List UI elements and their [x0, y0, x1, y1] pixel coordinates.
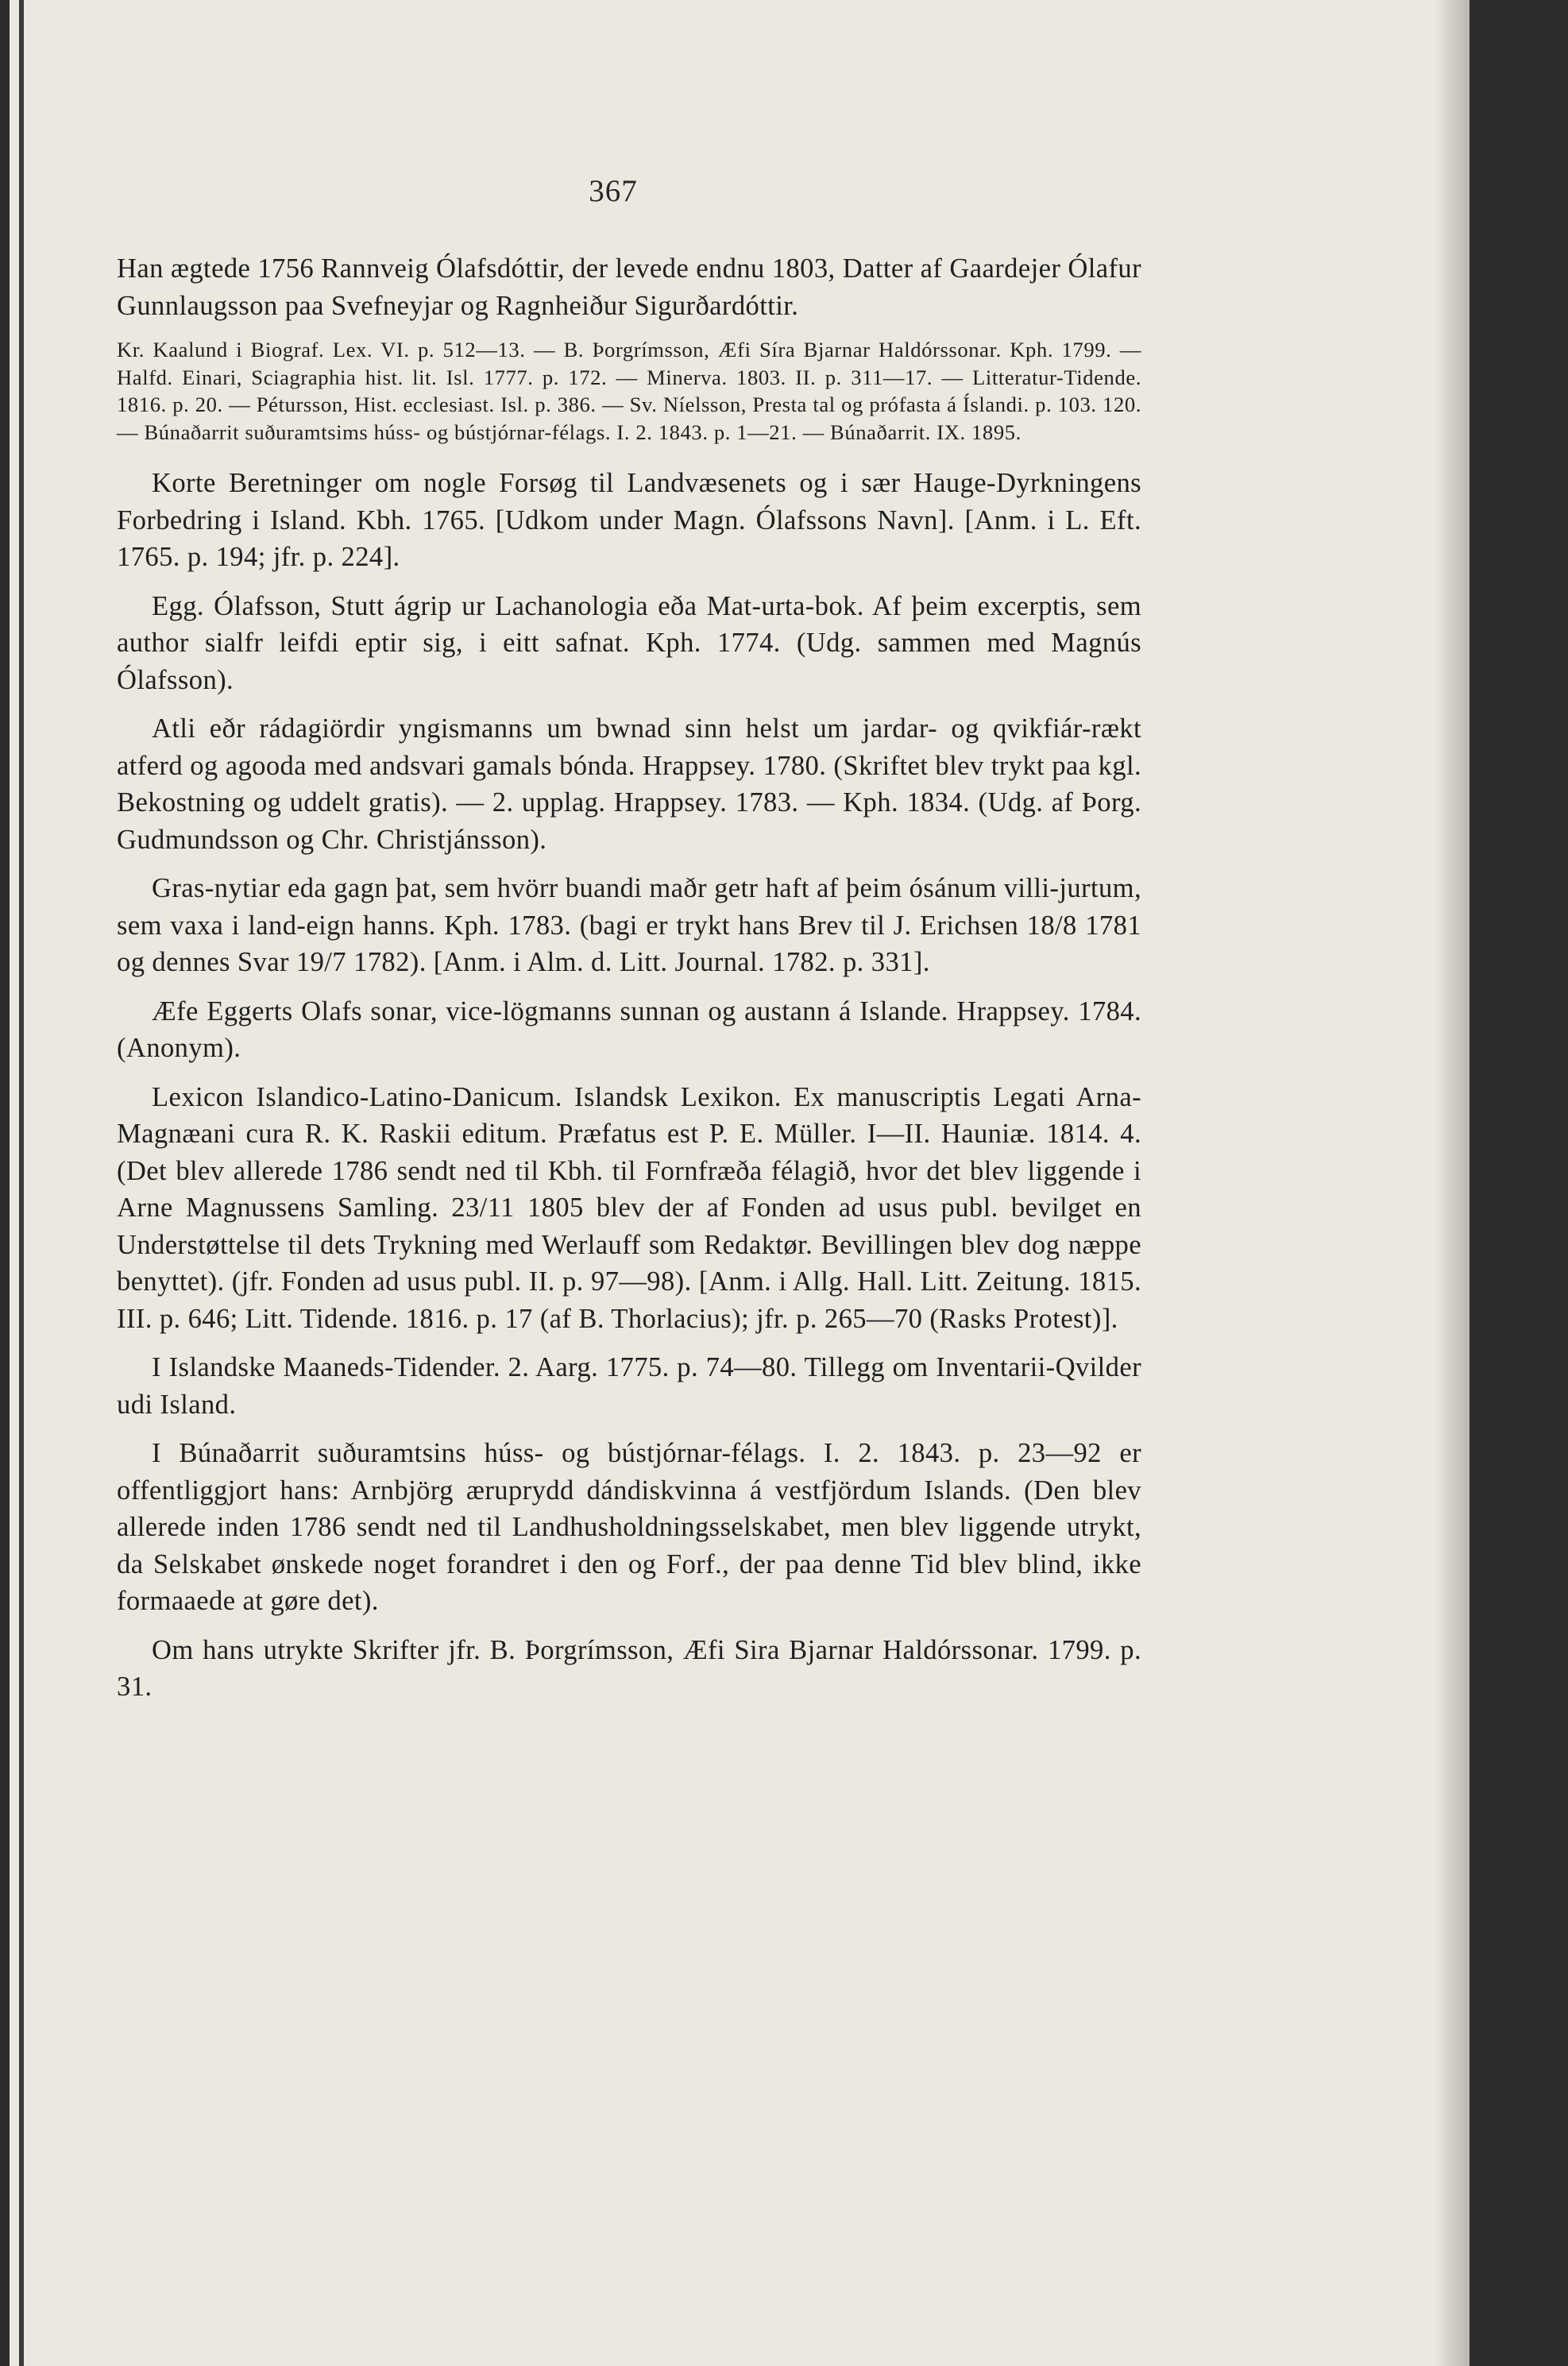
work-entry: Lexicon Islandico-Latino-Danicum. Islandsk Lexikon. Ex manuscriptis Legati Arna-Magnæani cura R. K. Raskii editum. Præfatus est P. E. Müller. I—II. Hauniæ. 1814. 4. (Det blev allerede 1786 sendt ned til Kbh. til Fornfræða félagið, hvor det blev liggende i Arne Magnussens Samling. 23/11 1805 blev der af Fonden ad usus publ. bevilget en Understøttelse til dets Trykning med Werlauff som Redaktør. Bevillingen blev dog næppe benyttet). (jfr. Fonden ad usus publ. II. p. 97—98). [Anm. i Allg. Hall. Litt. Zeitung. 1815. III. p. 646; Litt. Tidende. 1816. p. 17 (af B. Thorlacius); jfr. p. 265—70 (Rasks Protest)].: [117, 1081, 1141, 1334]
page-body: [117, 250, 1141, 1718]
intro-paragraph: Han ægtede 1756 Rannveig Ólafsdóttir, der levede endnu 1803, Datter af Gaardejer Ólafur Gunnlaugsson paa Svefneyjar og Ragnheiður Sigurðardóttir.: [117, 253, 1141, 321]
page-number: 367: [589, 174, 638, 208]
work-entry: Om hans utrykte Skrifter jfr. B. Þorgrímsson, Æfi Sira Bjarnar Haldórssonar. 1799. p. 31.: [117, 1634, 1141, 1702]
work-entry: Korte Beretninger om nogle Forsøg til Landvæsenets og i sær Hauge-Dyrkningens Forbedring i Island. Kbh. 1765. [Udkom under Magn. Ólafssons Navn]. [Anm. i L. Eft. 1765. p. 194; jfr. p. 224].: [117, 468, 1141, 572]
scan-left-edge: [19, 0, 24, 2366]
work-entry: Gras-nytiar eda gagn þat, sem hvörr buandi maðr getr haft af þeim ósánum villi-jurtum, sem vaxa i land-eign hanns. Kph. 1783. (bagi er trykt hans Brev til J. Erichsen 18/8 1781 og dennes Svar 19/7 1782). [Anm. i Alm. d. Litt. Journal. 1782. p. 331].: [117, 873, 1141, 977]
work-entry: Æfe Eggerts Olafs sonar, vice-lögmanns sunnan og austann á Islande. Hrappsey. 1784. (Anonym).: [117, 995, 1141, 1063]
work-entry: I Islandske Maaneds-Tidender. 2. Aarg. 1775. p. 74—80. Tillegg om Inventarii-Qvilder udi Island.: [117, 1352, 1141, 1420]
references-note: Kr. Kaalund i Biograf. Lex. VI. p. 512—13. — B. Þorgrímsson, Æfi Síra Bjarnar Haldórssonar. Kph. 1799. — Halfd. Einari, Sciagraphia hist. lit. Isl. 1777. p. 172. — Minerva. 1803. II. p. 311—17. — Litteratur-Tidende. 1816. p. 20. — Pétursson, Hist. ecclesiast. Isl. p. 386. — Sv. Níelsson, Presta tal og prófasta á Íslandi. p. 103. 120. — Búnaðarrit suðuramtsims húss- og bústjórnar-félags. I. 2. 1843. p. 1—21. — Búnaðarrit. IX. 1895.: [117, 338, 1141, 444]
work-entry: I Búnaðarrit suðuramtsins húss- og bústjórnar-félags. I. 2. 1843. p. 23—92 er offentliggjort hans: Arnbjörg æruprydd dándiskvinna á vestfjördum Islands. (Den blev allerede inden 1786 sendt ned til Landhusholdningsselskabet, men blev liggende utrykt, da Selskabet ønskede noget forandret i den og Forf., der paa denne Tid blev blind, ikke formaaede at gøre det).: [117, 1438, 1141, 1616]
work-entry: Egg. Ólafsson, Stutt ágrip ur Lachanologia eða Mat-urta-bok. Af þeim excerptis, sem author sialfr leifdi eptir sig, i eitt safnat. Kph. 1774. (Udg. sammen med Magnús Ólafsson).: [117, 590, 1141, 695]
page-gutter-shadow: [1435, 0, 1470, 2366]
book-page: [10, 0, 1519, 2366]
work-entry: Atli eðr rádagiördir yngismanns um bwnad sinn helst um jardar- og qvikfiár-rækt atferd og agooda med andsvari gamals bónda. Hrappsey. 1780. (Skriftet blev trykt paa kgl. Bekostning og uddelt gratis). — 2. upplag. Hrappsey. 1783. — Kph. 1834. (Udg. af Þorg. Gudmundsson og Chr. Christjánsson).: [117, 713, 1141, 855]
scan-right-edge: [1470, 0, 1519, 2366]
